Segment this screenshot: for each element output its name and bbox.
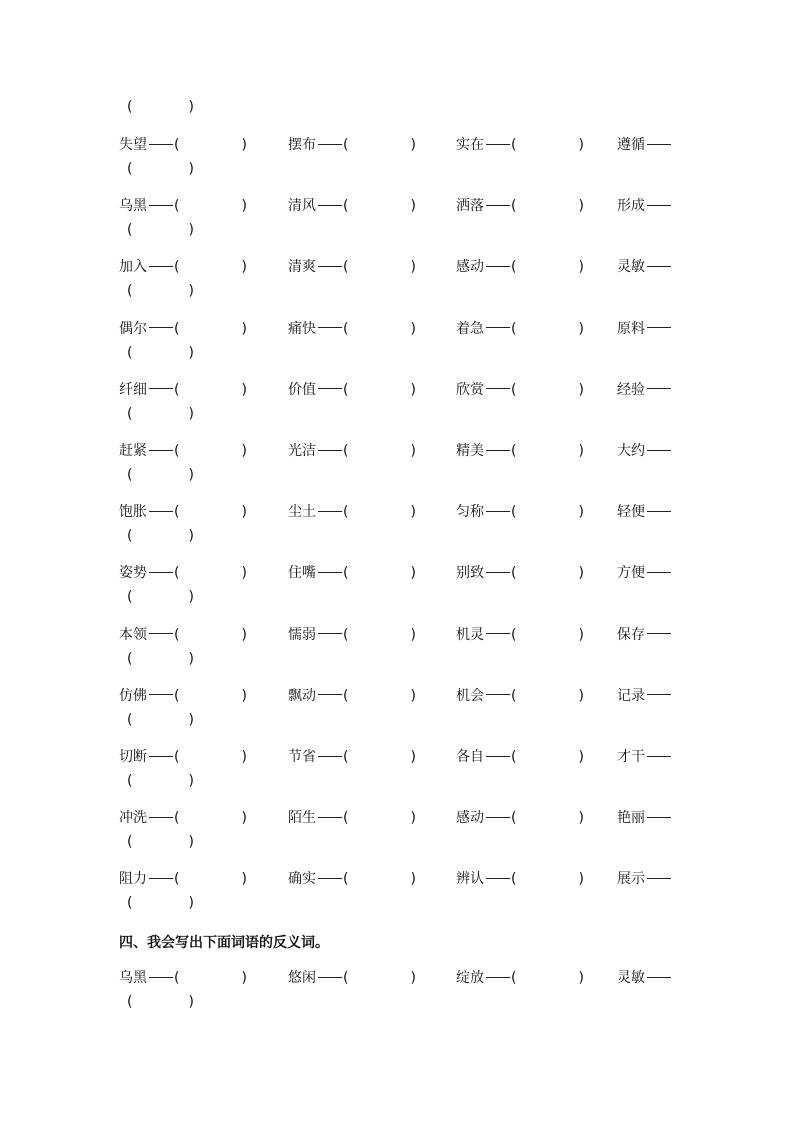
word-item <box>288 501 416 523</box>
close-paren: ) <box>241 198 247 215</box>
word-text: 遵循 <box>617 137 645 153</box>
open-paren: ( <box>174 198 180 215</box>
close-paren: ) <box>188 650 194 667</box>
word-text: 经验 <box>617 381 645 398</box>
dash-separator <box>318 977 342 978</box>
open-paren: ( <box>174 381 180 398</box>
close-paren: ) <box>188 711 194 728</box>
close-paren: ) <box>578 871 584 888</box>
open-paren: ( <box>511 320 517 337</box>
open-paren: ( <box>511 626 517 643</box>
word-text: 各自 <box>456 749 484 765</box>
open-paren: ( <box>127 405 133 422</box>
close-paren: ) <box>410 810 416 827</box>
word-item <box>288 967 416 989</box>
word-text: 赶紧 <box>119 443 147 459</box>
word-text: 感动 <box>456 810 484 827</box>
word-item <box>456 746 584 768</box>
close-paren: ) <box>410 749 416 765</box>
word-text: 洒落 <box>456 198 484 215</box>
word-item <box>288 562 416 584</box>
word-item <box>119 134 247 156</box>
open-paren: ( <box>343 381 349 398</box>
dash-separator <box>149 633 173 634</box>
answer-blank-wrapped[interactable] <box>127 280 194 302</box>
word-text: 确实 <box>288 871 316 888</box>
open-paren: ( <box>127 773 133 789</box>
word-text: 形成 <box>617 198 645 215</box>
dash-separator <box>149 388 173 389</box>
close-paren: ) <box>410 381 416 398</box>
answer-blank-wrapped[interactable] <box>127 991 194 1013</box>
close-paren: ) <box>578 198 584 215</box>
close-paren: ) <box>241 320 247 337</box>
close-paren: ) <box>241 871 247 888</box>
word-text: 飘动 <box>288 687 316 704</box>
word-text: 轻便 <box>617 504 645 521</box>
close-paren: ) <box>188 405 194 422</box>
open-paren: ( <box>343 137 349 153</box>
close-paren: ) <box>410 565 416 582</box>
dash-separator <box>647 633 671 634</box>
close-paren: ) <box>578 970 584 986</box>
answer-blank-wrapped[interactable] <box>127 342 194 364</box>
word-text: 原料 <box>617 320 645 337</box>
dash-separator <box>486 572 510 573</box>
close-paren: ) <box>188 344 194 361</box>
word-item <box>119 440 247 462</box>
dash-separator <box>318 388 342 389</box>
word-text: 价值 <box>288 381 316 398</box>
dash-separator <box>486 450 510 451</box>
close-paren: ) <box>241 749 247 765</box>
close-paren: ) <box>188 994 194 1010</box>
close-paren: ) <box>188 773 194 789</box>
open-paren: ( <box>511 970 517 986</box>
dash-separator <box>318 817 342 818</box>
word-text: 灵敏 <box>617 970 645 986</box>
dash-separator <box>486 144 510 145</box>
word-item <box>119 868 247 890</box>
close-paren: ) <box>188 834 194 851</box>
word-text: 着急 <box>456 320 484 337</box>
close-paren: ) <box>410 320 416 337</box>
word-item <box>617 195 672 217</box>
open-paren: ( <box>174 259 180 276</box>
word-item <box>288 868 416 890</box>
word-item <box>119 501 247 523</box>
close-paren: ) <box>241 381 247 398</box>
close-paren: ) <box>410 504 416 521</box>
word-item <box>288 195 416 217</box>
word-item <box>456 134 584 156</box>
open-paren: ( <box>343 443 349 459</box>
word-text: 切断 <box>119 749 147 765</box>
open-paren: ( <box>511 565 517 582</box>
close-paren: ) <box>578 810 584 827</box>
open-paren: ( <box>511 381 517 398</box>
word-text: 饱胀 <box>119 504 147 521</box>
word-item <box>456 685 584 707</box>
answer-blank-wrapped[interactable] <box>127 158 194 180</box>
close-paren: ) <box>410 137 416 153</box>
word-item <box>119 624 247 646</box>
close-paren: ) <box>578 381 584 398</box>
dash-separator <box>486 694 510 695</box>
close-paren: ) <box>578 443 584 459</box>
close-paren: ) <box>410 871 416 888</box>
word-item <box>456 967 584 989</box>
word-text: 加入 <box>119 259 147 276</box>
dash-separator <box>318 205 342 206</box>
close-paren: ) <box>241 687 247 704</box>
word-item <box>119 256 247 278</box>
word-item <box>456 501 584 523</box>
dash-separator <box>647 878 671 879</box>
open-paren: ( <box>343 687 349 704</box>
open-paren: ( <box>174 749 180 765</box>
word-item <box>119 379 247 401</box>
dash-separator <box>486 977 510 978</box>
open-paren: ( <box>343 970 349 986</box>
dash-separator <box>149 327 173 328</box>
close-paren: ) <box>241 970 247 986</box>
close-paren: ) <box>188 528 194 545</box>
close-paren: ) <box>578 504 584 521</box>
open-paren: ( <box>127 161 133 177</box>
open-paren: ( <box>127 222 133 239</box>
answer-blank-wrapped[interactable] <box>127 525 194 547</box>
word-text: 姿势 <box>119 565 147 582</box>
open-paren: ( <box>174 810 180 827</box>
word-item <box>288 134 416 156</box>
open-paren: ( <box>511 810 517 827</box>
word-item <box>119 746 247 768</box>
open-paren: ( <box>511 198 517 215</box>
word-item <box>456 195 584 217</box>
word-item <box>119 562 247 584</box>
answer-blank-wrapped[interactable] <box>127 403 194 425</box>
close-paren: ) <box>241 137 247 153</box>
word-item <box>617 967 672 989</box>
answer-blank-wrapped[interactable] <box>127 831 194 853</box>
close-paren: ) <box>188 589 194 606</box>
dash-separator <box>647 205 671 206</box>
word-text: 才干 <box>617 749 645 765</box>
open-paren: ( <box>511 137 517 153</box>
dash-separator <box>149 878 173 879</box>
dash-separator <box>647 266 671 267</box>
word-text: 节省 <box>288 749 316 765</box>
dash-separator <box>647 144 671 145</box>
dash-separator <box>318 327 342 328</box>
close-paren: ) <box>410 443 416 459</box>
open-paren: ( <box>174 443 180 459</box>
word-text: 尘土 <box>288 504 316 521</box>
close-paren: ) <box>188 283 194 300</box>
word-text: 仿佛 <box>119 687 147 704</box>
open-paren: ( <box>343 320 349 337</box>
word-item <box>617 501 672 523</box>
dash-separator <box>486 756 510 757</box>
close-paren: ) <box>241 504 247 521</box>
dash-separator <box>486 511 510 512</box>
close-paren: ) <box>188 161 194 177</box>
open-paren: ( <box>174 687 180 704</box>
dash-separator <box>318 266 342 267</box>
word-text: 住嘴 <box>288 565 316 582</box>
open-paren: ( <box>127 528 133 545</box>
word-item <box>617 685 672 707</box>
open-paren: ( <box>127 711 133 728</box>
word-item <box>617 807 672 829</box>
word-text: 偶尔 <box>119 320 147 337</box>
word-text: 失望 <box>119 137 147 153</box>
word-text: 感动 <box>456 259 484 276</box>
word-item <box>288 807 416 829</box>
word-item <box>288 624 416 646</box>
word-text: 记录 <box>617 687 645 704</box>
open-paren: ( <box>343 565 349 582</box>
close-paren: ) <box>410 259 416 276</box>
word-text: 摆布 <box>288 137 316 153</box>
open-paren: ( <box>174 320 180 337</box>
word-item <box>119 318 247 340</box>
dash-separator <box>149 511 173 512</box>
word-item <box>617 624 672 646</box>
word-text: 实在 <box>456 137 484 153</box>
word-item <box>456 624 584 646</box>
dash-separator <box>647 388 671 389</box>
word-item <box>288 318 416 340</box>
dash-separator <box>318 511 342 512</box>
open-paren: ( <box>127 895 133 912</box>
word-item <box>617 746 672 768</box>
dash-separator <box>647 511 671 512</box>
dash-separator <box>318 633 342 634</box>
close-paren: ) <box>578 320 584 337</box>
word-item <box>456 868 584 890</box>
word-item <box>288 746 416 768</box>
word-item <box>617 440 672 462</box>
open-paren: ( <box>174 565 180 582</box>
dash-separator <box>149 450 173 451</box>
open-paren: ( <box>127 994 133 1010</box>
close-paren: ) <box>241 565 247 582</box>
open-paren: ( <box>343 259 349 276</box>
word-text: 辨认 <box>456 871 484 888</box>
word-text: 乌黑 <box>119 198 147 215</box>
word-text: 懦弱 <box>288 626 316 643</box>
answer-blank-wrapped[interactable] <box>127 219 194 241</box>
word-text: 本领 <box>119 626 147 643</box>
dash-separator <box>486 205 510 206</box>
word-text: 大约 <box>617 443 645 459</box>
open-paren: ( <box>343 871 349 888</box>
dash-separator <box>486 327 510 328</box>
open-paren: ( <box>127 650 133 667</box>
open-paren: ( <box>127 344 133 361</box>
open-paren: ( <box>343 626 349 643</box>
open-paren: ( <box>127 467 133 483</box>
answer-blank: ( ) <box>127 99 194 115</box>
open-paren: ( <box>343 749 349 765</box>
close-paren: ) <box>578 687 584 704</box>
word-text: 展示 <box>617 871 645 888</box>
open-paren: ( <box>511 504 517 521</box>
dash-separator <box>486 266 510 267</box>
word-text: 艳丽 <box>617 810 645 827</box>
word-item <box>456 807 584 829</box>
dash-separator <box>149 266 173 267</box>
word-text: 绽放 <box>456 970 484 986</box>
word-item <box>288 379 416 401</box>
close-paren: ) <box>241 259 247 276</box>
open-paren: ( <box>174 504 180 521</box>
dash-separator <box>647 450 671 451</box>
dash-separator <box>149 977 173 978</box>
dash-separator <box>647 817 671 818</box>
open-paren: ( <box>174 626 180 643</box>
close-paren: ) <box>578 137 584 153</box>
word-item <box>617 379 672 401</box>
close-paren: ) <box>188 222 194 239</box>
word-text: 精美 <box>456 443 484 459</box>
dash-separator <box>149 756 173 757</box>
word-item <box>456 379 584 401</box>
word-text: 机会 <box>456 687 484 704</box>
dash-separator <box>486 388 510 389</box>
dash-separator <box>149 817 173 818</box>
dash-separator <box>486 817 510 818</box>
word-text: 阻力 <box>119 871 147 888</box>
dash-separator <box>647 977 671 978</box>
answer-blank-wrapped[interactable] <box>127 586 194 608</box>
dash-separator <box>647 327 671 328</box>
word-text: 陌生 <box>288 810 316 827</box>
dash-separator <box>647 694 671 695</box>
open-paren: ( <box>174 871 180 888</box>
word-text: 悠闲 <box>288 970 316 986</box>
word-item <box>288 256 416 278</box>
word-item <box>456 440 584 462</box>
word-text: 灵敏 <box>617 259 645 276</box>
answer-blank-wrapped[interactable] <box>127 709 194 731</box>
dash-separator <box>318 878 342 879</box>
dash-separator <box>149 144 173 145</box>
answer-blank-wrapped[interactable] <box>127 648 194 670</box>
open-paren: ( <box>511 871 517 888</box>
dash-separator <box>318 694 342 695</box>
close-paren: ) <box>410 626 416 643</box>
word-text: 机灵 <box>456 626 484 643</box>
word-item <box>119 967 247 989</box>
word-item <box>119 807 247 829</box>
word-text: 光洁 <box>288 443 316 459</box>
word-text: 别致 <box>456 565 484 582</box>
close-paren: ) <box>410 198 416 215</box>
dash-separator <box>318 572 342 573</box>
close-paren: ) <box>578 749 584 765</box>
dash-separator <box>149 694 173 695</box>
answer-blank-wrapped[interactable] <box>127 770 194 792</box>
word-text: 痛快 <box>288 320 316 337</box>
word-item <box>617 256 672 278</box>
word-item <box>456 562 584 584</box>
open-paren: ( <box>511 687 517 704</box>
close-paren: ) <box>578 565 584 582</box>
open-paren: ( <box>127 283 133 300</box>
word-item <box>119 685 247 707</box>
section-4-heading: 四、我会写出下面词语的反义词。 <box>119 935 329 951</box>
dash-separator <box>486 878 510 879</box>
word-item <box>617 318 672 340</box>
dash-separator <box>486 633 510 634</box>
word-item <box>617 134 672 156</box>
open-paren: ( <box>127 834 133 851</box>
answer-blank-wrapped[interactable] <box>127 892 194 914</box>
close-paren: ) <box>578 626 584 643</box>
dash-separator <box>149 205 173 206</box>
answer-blank-wrapped[interactable] <box>127 464 194 486</box>
dash-separator <box>318 756 342 757</box>
word-item <box>456 318 584 340</box>
word-item <box>288 440 416 462</box>
word-text: 保存 <box>617 626 645 643</box>
dash-separator <box>318 450 342 451</box>
word-item <box>288 685 416 707</box>
word-item <box>456 256 584 278</box>
open-paren: ( <box>511 259 517 276</box>
open-paren: ( <box>511 749 517 765</box>
close-paren: ) <box>188 895 194 912</box>
dash-separator <box>647 756 671 757</box>
word-text: 清风 <box>288 198 316 215</box>
word-text: 乌黑 <box>119 970 147 986</box>
dash-separator <box>318 144 342 145</box>
word-item <box>617 562 672 584</box>
open-paren: ( <box>174 970 180 986</box>
close-paren: ) <box>410 970 416 986</box>
open-paren: ( <box>174 137 180 153</box>
word-text: 欣赏 <box>456 381 484 398</box>
word-item <box>119 195 247 217</box>
open-paren: ( <box>343 504 349 521</box>
word-text: 匀称 <box>456 504 484 521</box>
close-paren: ) <box>241 443 247 459</box>
open-paren: ( <box>343 810 349 827</box>
word-item <box>617 868 672 890</box>
open-paren: ( <box>343 198 349 215</box>
close-paren: ) <box>241 810 247 827</box>
open-paren: ( <box>511 443 517 459</box>
word-text: 纤细 <box>119 381 147 398</box>
word-text: 清爽 <box>288 259 316 276</box>
dash-separator <box>149 572 173 573</box>
dash-separator <box>647 572 671 573</box>
open-paren: ( <box>127 589 133 606</box>
close-paren: ) <box>241 626 247 643</box>
close-paren: ) <box>410 687 416 704</box>
close-paren: ) <box>578 259 584 276</box>
close-paren: ) <box>188 467 194 483</box>
word-text: 方便 <box>617 565 645 582</box>
word-text: 冲洗 <box>119 810 147 827</box>
